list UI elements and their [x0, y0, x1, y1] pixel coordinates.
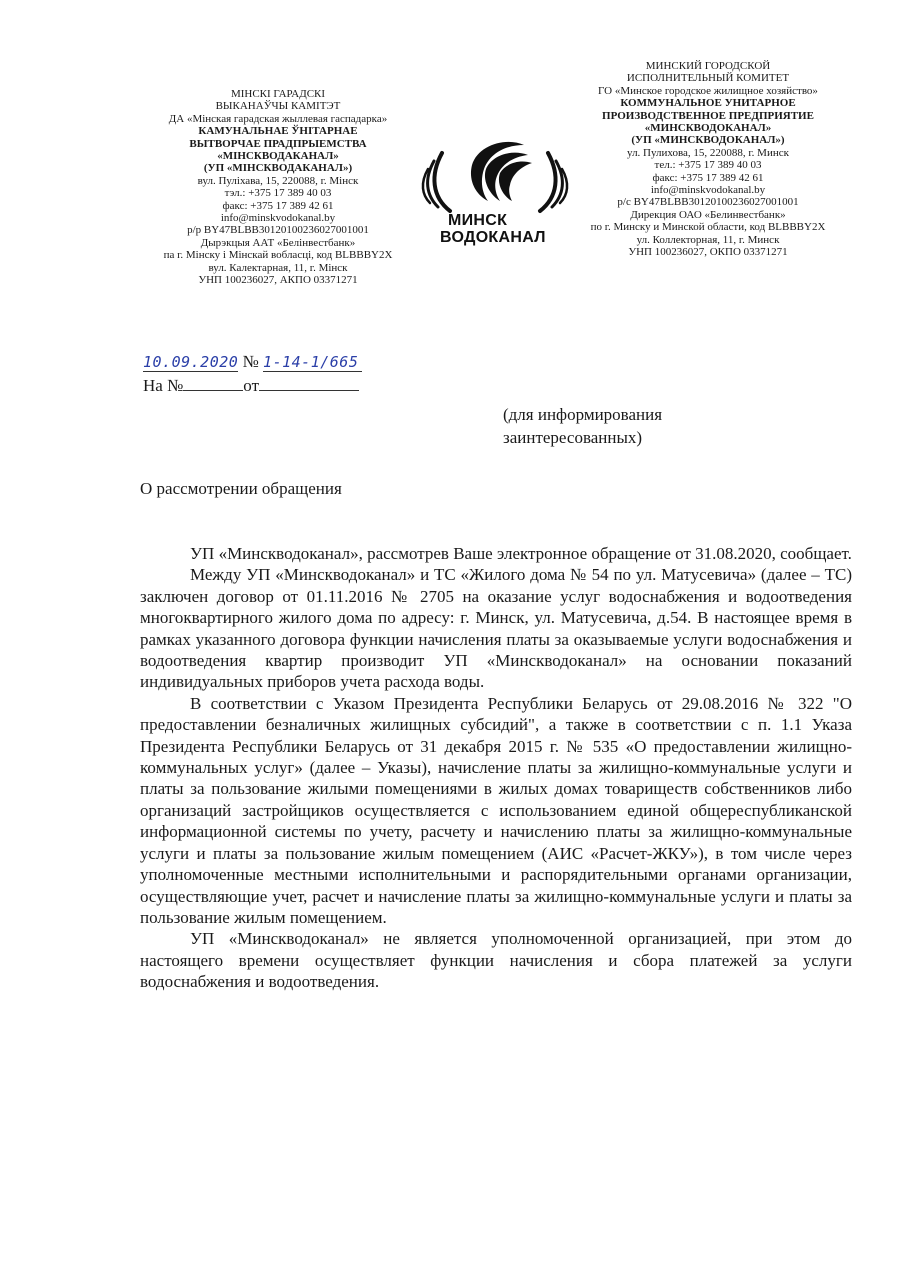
body-paragraph: В соответствии с Указом Президента Республики Беларусь от 29.08.2016 № 322 "О предоставлении безналичных жилищных субсидий", а также в соответствии с п. 1.1 Указа Президента Республики Беларусь от 31 декабря 2015 г. № 535 «О предоставлении жилищно-коммунальных услуг» (далее – Указы), начисление платы за жилищно-коммунальные услуги и платы за пользование жилыми помещениями в жилых домах товариществ собственников либо организаций застройщиков осуществляется с использованием единой общереспубликанской информационной системы по учету, расчету и начислению платы за жилищно-коммунальные услуги и платы за пользование жилым помещением (АИС «Расчет-ЖКУ»), в том числе через уполномоченные местными исполнительными и распорядительными органами организации, осуществляющие учет, расчет и начисление платы за жилищно-коммунальные услуги и платы за пользование жилым помещением. — [140, 693, 852, 927]
letterhead-line: ПРОИЗВОДСТВЕННОЕ ПРЕДПРИЯТИЕ — [602, 109, 814, 122]
letterhead-line: ГО «Минское городское жилищное хозяйство» — [598, 84, 818, 97]
letterhead-line: р/с BY47BLBB30120100236027001001 — [617, 196, 799, 209]
reply-to-label: На № — [143, 376, 184, 395]
recipient-line-2: заинтересованных) — [503, 428, 643, 447]
reply-number-blank — [183, 374, 243, 391]
letterhead-line: КАМУНАЛЬНАЕ ЎНІТАРНАЕ — [198, 125, 358, 138]
letterhead-line: тел.: +375 17 389 40 03 — [654, 159, 762, 172]
letterhead-line: info@minskvodokanal.by — [220, 212, 336, 225]
letterhead-line: УНП 100236027, АКПО 03371271 — [198, 274, 358, 287]
letterhead-line: ВЫТВОРЧАЕ ПРАДПРЫЕМСТВА — [189, 137, 367, 150]
letterhead-line: па г. Мінску і Мінскай вобласці, код BLBBBY2X — [163, 249, 393, 262]
letterhead-line: ул. Пулихова, 15, 220088, г. Минск — [627, 146, 789, 159]
letterhead-left-belarusian — [118, 88, 438, 287]
letterhead-line: факс: +375 17 389 42 61 — [652, 171, 764, 184]
letterhead-line: (УП «МИНСКВОДОКАНАЛ») — [631, 134, 785, 147]
letter-subject: О рассмотрении обращения — [140, 479, 342, 498]
recipient — [503, 403, 662, 449]
body-paragraph: УП «Минскводоканал» не является уполномоченной организацией, при этом до настоящего времени осуществляет функции начисления и сбора платежей за услуги водоснабжения и водоотведения. — [140, 929, 852, 992]
letterhead-line: ИСПОЛНИТЕЛЬНЫЙ КОМИТЕТ — [626, 72, 790, 85]
letterhead-line: факс: +375 17 389 42 61 — [222, 199, 334, 212]
letterhead-line: Дырэкцыя ААТ «Белінвестбанк» — [200, 236, 356, 249]
letter-body — [140, 543, 852, 993]
letterhead-line: info@minskvodokanal.by — [650, 184, 766, 197]
outgoing-date: 10.09.2020 — [143, 353, 239, 371]
letterhead-line: ул. Коллекторная, 11, г. Минск — [636, 233, 780, 246]
letterhead-line: «МИНСКВОДОКАНАЛ» — [644, 122, 772, 135]
letterhead-line: КОММУНАЛЬНОЕ УНИТАРНОЕ — [620, 97, 796, 110]
letterhead-line: МІНСКІ ГАРАДСКІ — [230, 88, 326, 100]
letterhead-right-russian — [548, 60, 868, 259]
body-paragraph: УП «Минскводоканал», рассмотрев Ваше электронное обращение от 31.08.2020, сообщает. — [190, 544, 852, 563]
letterhead-line: (УП «МІНСКВОДАКАНАЛ») — [203, 162, 353, 175]
reply-date-blank — [259, 374, 359, 391]
logo-line-1: МИНСК — [448, 212, 508, 229]
letterhead-line: вул. Пуліхава, 15, 220088, г. Мінск — [197, 174, 359, 187]
letterhead-line: «МІНСКВОДАКАНАЛ» — [217, 150, 339, 163]
letterhead-line: вул. Калектарная, 11, г. Мінск — [208, 261, 348, 274]
body-paragraph: Между УП «Минскводоканал» и ТС «Жилого дома № 54 по ул. Матусевича» (далее – ТС) заключен договор от 01.11.2016 № 2705 на оказание услуг водоснабжения и водоотведения многоквартирного жилого дома по адресу: г. Минск, ул. Матусевича, д.54. В настоящее время в рамках указанного договора функции начисления платы за оказываемые услуги водоснабжения и водоотведения квартир производит УП «Минскводоканал» на основании показаний индивидуальных приборов учета расхода воды. — [140, 565, 852, 692]
letterhead-line: по г. Минску и Минской области, код BLBBBY2X — [590, 221, 826, 234]
outgoing-number: 1-14-1/665 — [263, 353, 362, 372]
letterhead-line: Дирекция ОАО «Белинвестбанк» — [630, 208, 786, 221]
letterhead-line: ДА «Мінская гарадская жыллевая гаспадарка» — [168, 112, 388, 125]
number-label: № — [242, 352, 259, 371]
letterhead-line: тэл.: +375 17 389 40 03 — [224, 187, 332, 200]
logo-line-2: ВОДОКАНАЛ — [440, 229, 546, 246]
recipient-line-1: (для информирования — [503, 405, 663, 424]
from-label: от — [243, 376, 260, 395]
letterhead-line: УНП 100236027, ОКПО 03371271 — [628, 246, 788, 259]
letterhead-line: р/р BY47BLBB30120100236027001001 — [187, 224, 369, 237]
letterhead-line: МИНСКИЙ ГОРОДСКОЙ — [645, 60, 771, 72]
letterhead-line: ВЫКАНАЎЧЫ КАМІТЭТ — [215, 100, 341, 113]
logo-wordmark — [440, 212, 570, 246]
